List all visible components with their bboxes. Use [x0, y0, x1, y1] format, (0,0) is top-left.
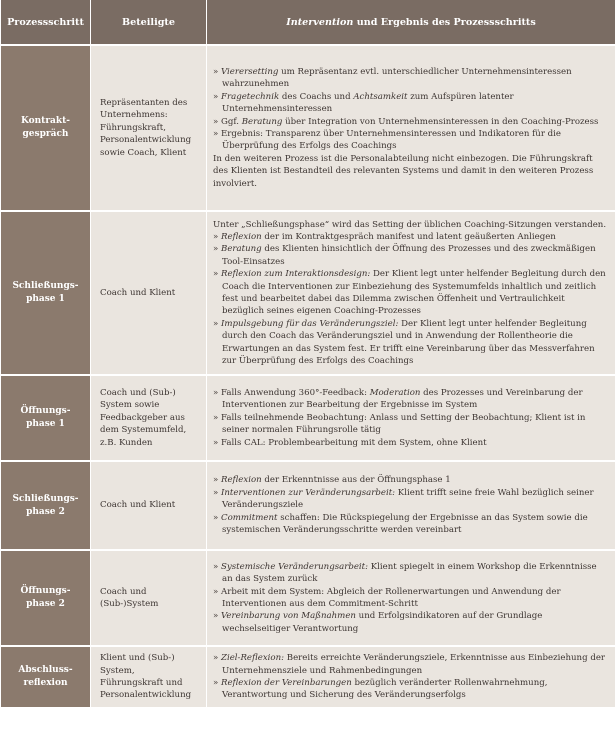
header-participants: Beteiligte	[91, 0, 207, 44]
row-process-step	[1, 210, 91, 374]
bullet-item	[213, 116, 607, 128]
table-row	[1, 460, 615, 549]
step-line-2: reflexion	[23, 678, 68, 688]
bullet-text: Unter „Schließungsphase“ wird das Setting der üblichen Coaching-Sitzungen verstanden.	[213, 219, 607, 230]
bullet-marker: »	[213, 387, 221, 398]
bullet-text: der im Kontraktgespräch manifest und latent geäußerten Anliegen	[261, 231, 556, 242]
bullet-text: Ergebnis: Transparenz über Unternehmensinteressen und Indikatoren für die Überprüfung des Erfolgs des Coachings	[221, 129, 562, 152]
header-intervention-result	[207, 0, 615, 44]
bullet-item	[213, 91, 607, 116]
bullet-item	[213, 412, 607, 437]
bullet-item	[213, 231, 607, 243]
row-participants: Coach und (Sub-)System	[91, 549, 207, 645]
bullet-text: des Prozesses und Vereinbarung der Interventionen zur Bearbeitung der Ergebnisse im System	[222, 387, 583, 411]
bullet-item	[213, 268, 607, 318]
step-line-1: Schließungs-	[12, 281, 79, 291]
row-participants: Coach und (Sub-) System sowie Feedbackgeber aus dem Systemumfeld, z.B. Kunden	[91, 374, 207, 460]
row-result	[207, 210, 615, 374]
table-row	[1, 44, 615, 210]
bullet-marker: »	[213, 561, 221, 572]
bullet-item	[213, 610, 607, 635]
step-line-1: Öffnungs-	[20, 586, 71, 596]
row-process-step	[1, 44, 91, 210]
bullet-text: Falls Anwendung 360°-Feedback:	[221, 387, 370, 398]
bullet-text: Klient spiegelt in einem Workshop die Erkenntnisse an das System zurück	[222, 561, 597, 585]
row-process-step	[1, 549, 91, 645]
bullet-text: Der Klient legt unter helfender Begleitung durch den Coach das Veränderungsziel und in Anwendung der Rollentheorie die Erwartungen an das System fest. Er trifft eine Vereinbarung über das Messverfahren zur Überprüfung des Erfolgs des Coachings	[222, 318, 595, 367]
bullet-marker: »	[213, 244, 221, 255]
process-table	[1, 0, 615, 707]
step-line-1: Öffnungs-	[20, 406, 71, 416]
bullet-emphasis: Moderation	[369, 387, 421, 398]
bullet-text: Falls teilnehmende Beobachtung: Anlass und Setting der Beobachtung; Klient ist in seiner normalen Führungsrolle tätig	[221, 412, 586, 436]
header-intervention-italic: Intervention	[286, 16, 354, 28]
bullet-marker: »	[213, 91, 221, 102]
bullet-text: der Erkenntnisse aus der Öffnungsphase 1	[261, 475, 451, 486]
row-participants: Repräsentanten des Unternehmens: Führungskraft, Personalentwicklung sowie Coach, Klient	[91, 44, 207, 210]
bullet-emphasis: Ziel-Reflexion:	[221, 653, 285, 664]
bullet-text: über Integration von Unternehmensinteressen in den Coaching-Prozess	[282, 116, 599, 127]
table-row	[1, 374, 615, 460]
bullet-item	[213, 561, 607, 586]
bullet-emphasis: Beratung	[241, 116, 283, 127]
bullet-marker: »	[213, 129, 221, 139]
step-line-2: phase 1	[26, 294, 65, 304]
bullet-emphasis: Beratung	[221, 244, 262, 255]
bullet-text: Arbeit mit dem System: Abgleich der Rollenerwartungen und Anwendung der Interventionen aus dem Commitment-Schritt	[221, 586, 561, 609]
bullet-emphasis: Systemische Veränderungsarbeit:	[221, 561, 369, 572]
bullet-item	[213, 652, 607, 677]
bullet-text: des Coachs und	[279, 91, 354, 102]
bullet-marker: »	[213, 437, 221, 448]
step-line-2: phase 2	[26, 506, 65, 517]
bullet-emphasis: Impulsgebung für das Veränderungsziel:	[221, 318, 399, 329]
row-participants: Coach und Klient	[91, 210, 207, 374]
bullet-emphasis: Fragetechnik	[221, 91, 280, 102]
row-participants: Coach und Klient	[91, 460, 207, 549]
row-participants: Klient und (Sub-) System, Führungskraft und Personalentwicklung	[91, 645, 207, 707]
bullet-item	[213, 128, 607, 153]
bullet-marker: »	[213, 512, 221, 523]
bullet-item	[213, 586, 607, 611]
bullet-item	[213, 677, 607, 702]
row-process-step	[1, 645, 91, 707]
bullet-text: bezüglich veränderter Rollenwahrnehmung, Verantwortung und Sicherung des Veränderungserfolgs	[222, 678, 548, 701]
bullet-item	[213, 474, 607, 486]
table-body	[1, 44, 615, 707]
bullet-item	[213, 437, 607, 449]
bullet-emphasis: Reflexion	[221, 475, 262, 486]
bullet-marker: »	[213, 475, 221, 486]
bullet-text: Falls CAL: Problembearbeitung mit dem System, ohne Klient	[221, 437, 487, 448]
row-result	[207, 645, 615, 707]
bullet-text: und Erfolgsindikatoren auf der Grundlage wechselseitiger Verantwortung	[222, 611, 543, 634]
bullet-item	[213, 66, 607, 91]
step-line-1: Schließungs-	[12, 493, 79, 504]
bullet-emphasis: Interventionen zur Veränderungsarbeit:	[221, 487, 396, 498]
bullet-text: um Repräsentanz evtl. unterschiedlicher Unternehmensinteressen wahrzunehmen	[222, 66, 572, 90]
bullet-emphasis: Commitment	[221, 512, 278, 523]
row-process-step	[1, 374, 91, 460]
row-result	[207, 549, 615, 645]
header-intervention-rest: und Ergebnis des Prozessschritts	[353, 16, 536, 28]
step-line-2: gespräch	[22, 129, 69, 139]
bullet-marker: »	[213, 66, 221, 77]
bullet-text: zum Aufspüren latenter Unternehmensinteressen	[222, 91, 514, 115]
bullet-emphasis: Reflexion	[221, 231, 262, 242]
bullet-text: schaffen: Die Rückspiegelung der Ergebnisse an das System sowie die systemischen Veränderungsschritte werden vereinbart	[222, 512, 588, 536]
bullet-marker: »	[213, 231, 221, 242]
bullet-emphasis: Reflexion zum Interaktionsdesign:	[221, 269, 371, 280]
bullet-text: In den weiteren Prozess ist die Personalabteilung nicht einbezogen. Die Führungskraft des Klienten ist Bestandteil des relevanten Systems und damit in den weiteren Prozess involviert.	[213, 153, 594, 189]
row-result	[207, 44, 615, 210]
step-line-2: phase 2	[26, 599, 65, 609]
bullet-text: Der Klient legt unter helfender Begleitung durch den Coach die Interventionen zur Einbeziehung des Systemumfelds inhaltlich und zeitlich fest und bearbeitet dabei das Dilemma zwischen Öffenheit und Vertraulichkeit bezüglich seines eigenen Coaching-Prozesses	[222, 269, 606, 317]
table-row	[1, 210, 615, 374]
table-row	[1, 645, 615, 707]
bullet-item	[213, 318, 607, 368]
bullet-marker: »	[213, 116, 221, 127]
result-paragraph	[213, 153, 607, 190]
bullet-text: Klient trifft seine freie Wahl bezüglich seiner Veränderungsziele	[222, 487, 594, 511]
bullet-marker: »	[213, 412, 221, 423]
step-line-1: Abschluss-	[18, 665, 73, 675]
bullet-emphasis: Reflexion der Vereinbarungen	[221, 678, 352, 688]
bullet-item	[213, 487, 607, 512]
bullet-text: Ggf.	[221, 116, 242, 127]
bullet-emphasis: Vereinbarung von Maßnahmen	[221, 611, 356, 622]
step-line-2: phase 1	[26, 419, 65, 429]
bullet-item	[213, 512, 607, 537]
bullet-item	[213, 387, 607, 412]
bullet-marker: »	[213, 269, 221, 280]
step-line-1: Kontrakt-	[20, 116, 71, 126]
bullet-text: Bereits erreichte Veränderungsziele, Erkenntnisse aus Einbeziehung der Unternehmensziele und Rahmenbedingungen	[222, 653, 606, 676]
table-header-row	[1, 0, 615, 44]
row-process-step	[1, 460, 91, 549]
row-result	[207, 374, 615, 460]
header-process-step: Prozessschritt	[1, 0, 91, 44]
table-row	[1, 549, 615, 645]
bullet-item	[213, 243, 607, 268]
bullet-marker: »	[213, 586, 221, 597]
bullet-emphasis: Achtsamkeit	[353, 91, 408, 102]
bullet-marker: »	[213, 611, 221, 622]
result-paragraph	[213, 219, 607, 231]
bullet-emphasis: Vierersetting	[221, 66, 279, 77]
bullet-marker: »	[213, 653, 221, 664]
bullet-marker: »	[213, 487, 221, 498]
bullet-marker: »	[213, 318, 221, 329]
bullet-marker: »	[213, 678, 221, 688]
row-result	[207, 460, 615, 549]
bullet-text: des Klienten hinsichtlich der Öffnung des Prozesses und des zweckmäßigen Tool-Einsatzes	[222, 244, 596, 267]
